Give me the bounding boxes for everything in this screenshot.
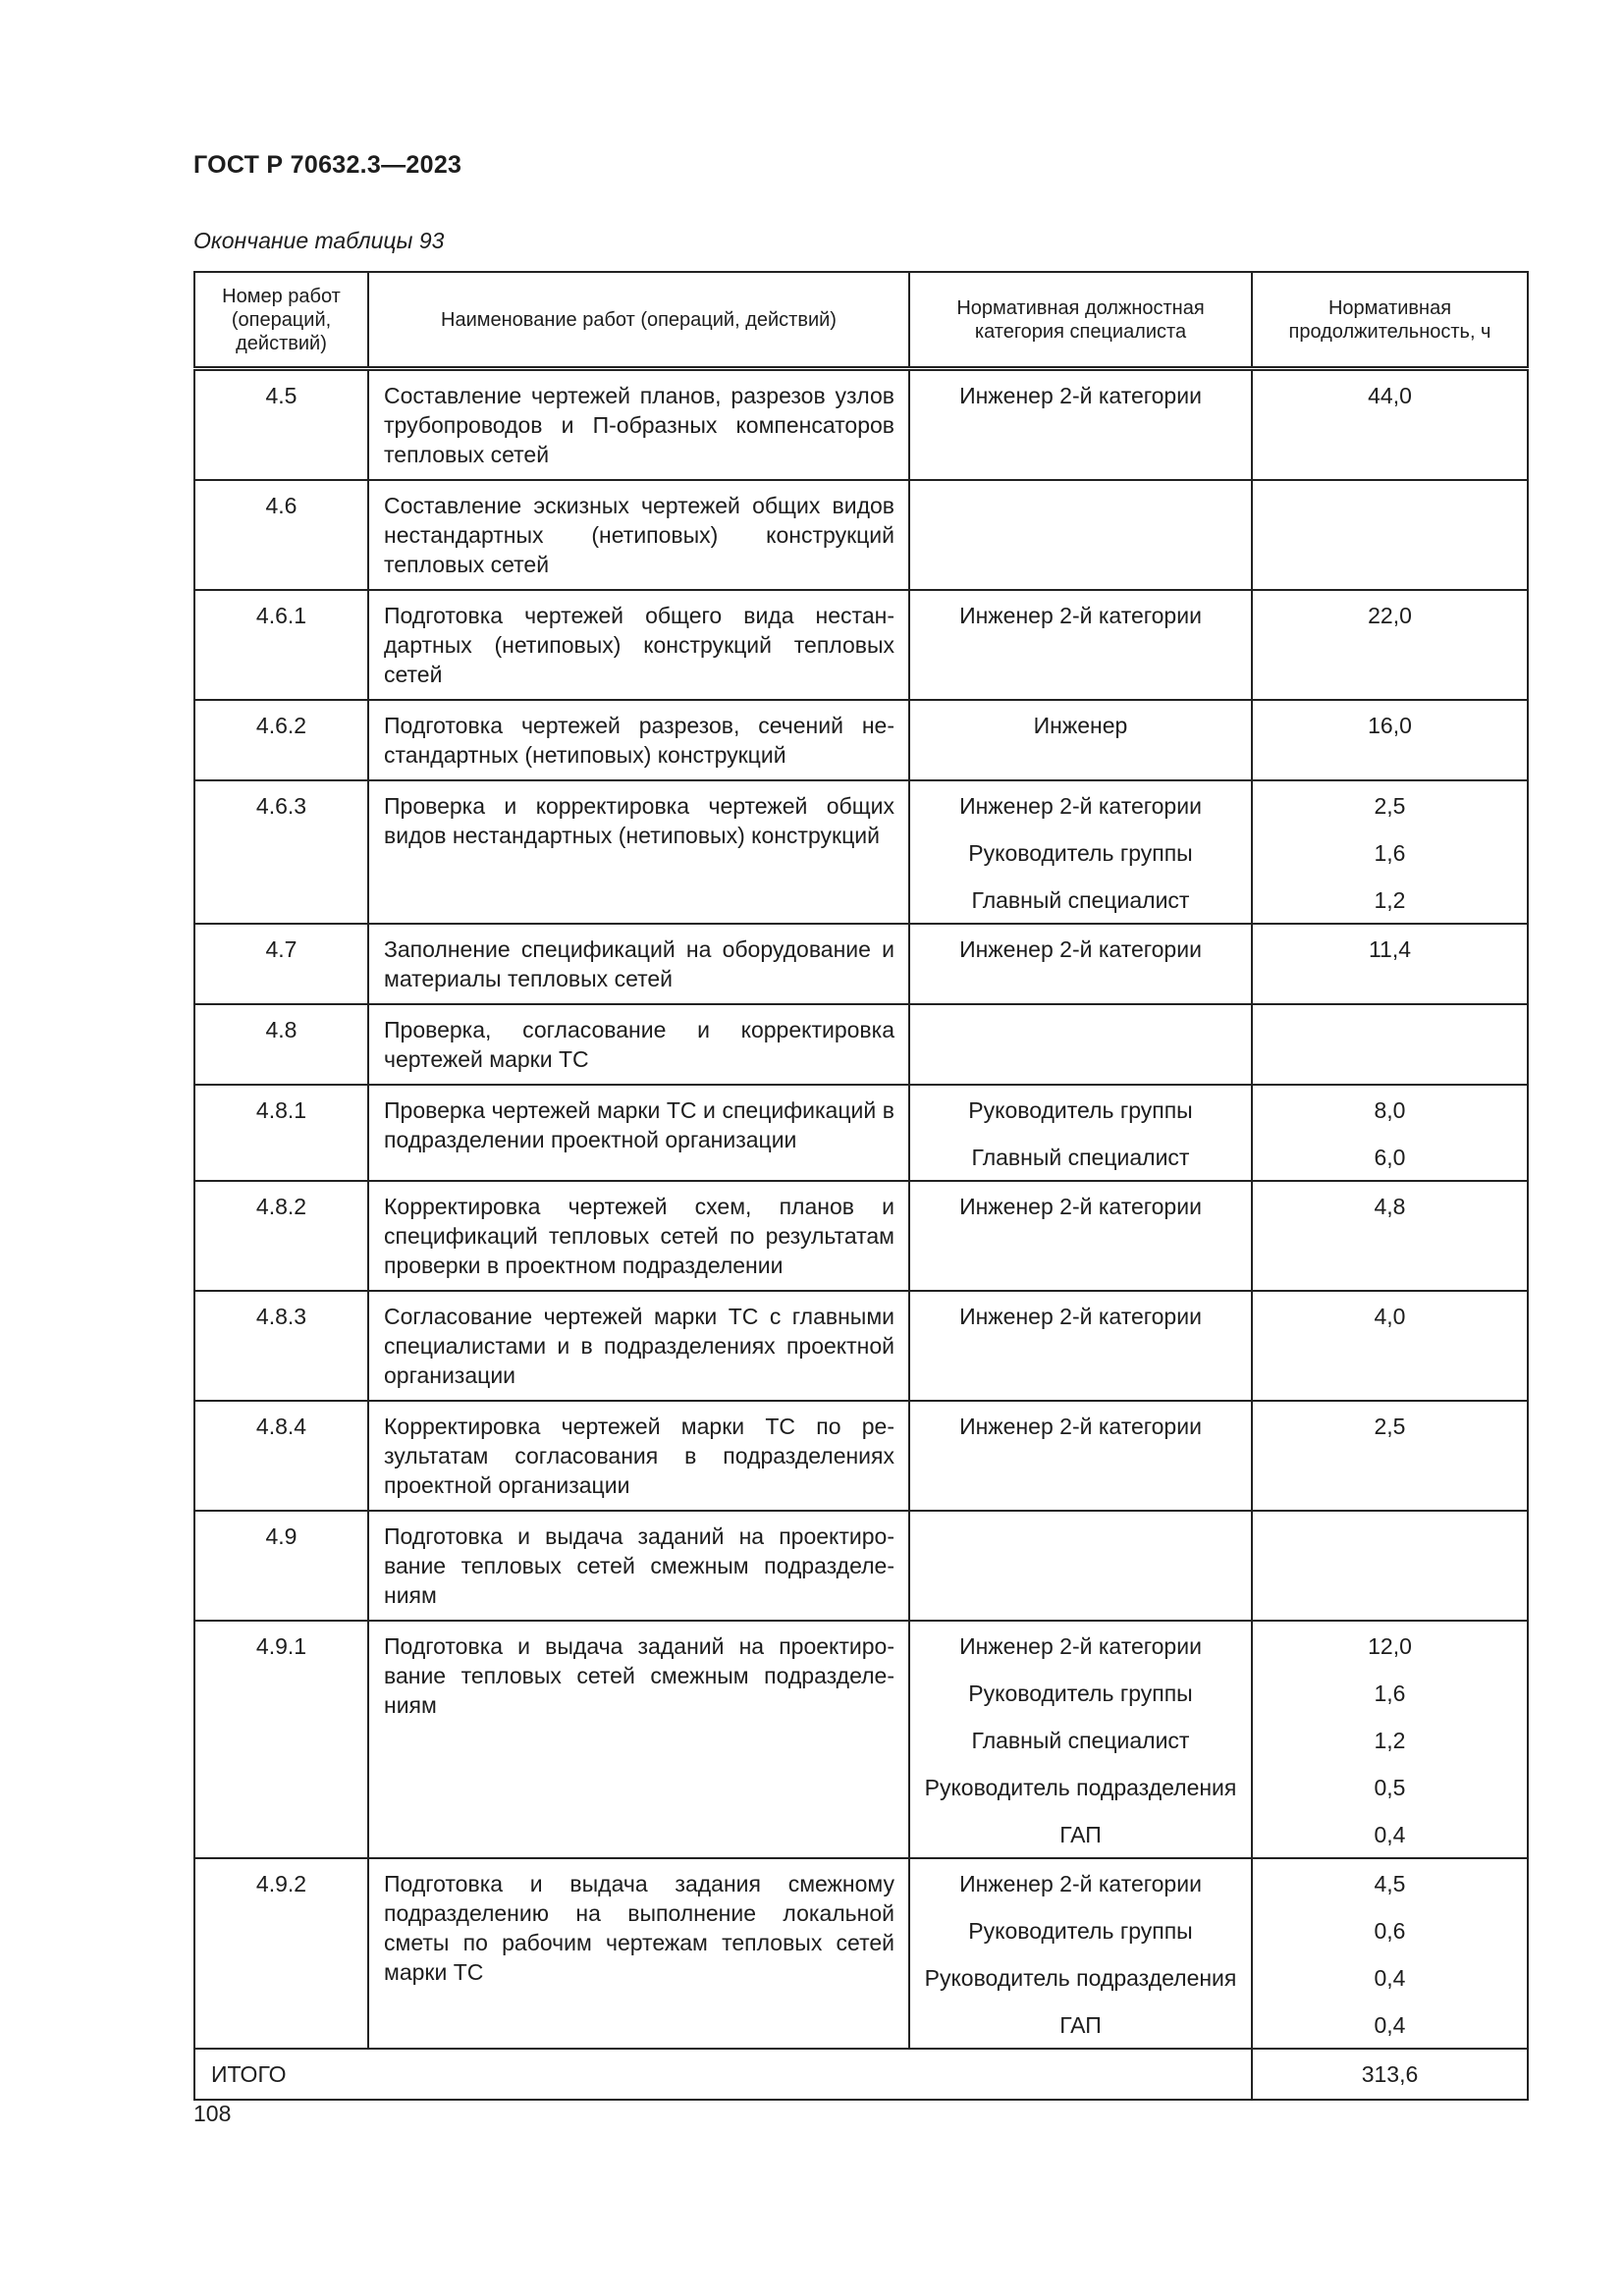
work-number: 4.8.2	[194, 1181, 368, 1291]
specialist-category: Руководитель подразделения	[924, 1965, 1237, 1991]
specialist-category: Руководитель группы	[968, 1681, 1193, 1706]
specialist-category: Инженер 2-й категории	[959, 1633, 1202, 1659]
specialist-category-cell	[909, 1004, 1252, 1085]
work-number: 4.6.2	[194, 700, 368, 780]
work-name: Проверка и корректировка чертежей общих видов нестандартных (нетиповых) конструкций	[368, 780, 909, 924]
norms-table	[193, 271, 1529, 2101]
specialist-category-cell	[909, 1858, 1252, 2049]
specialist-category: ГАП	[1059, 2012, 1102, 2038]
specialist-category: Инженер 2-й категории	[959, 1304, 1202, 1329]
table-body	[194, 369, 1528, 2050]
duration-cell	[1252, 1401, 1528, 1511]
specialist-category: Инженер 2-й категории	[959, 603, 1202, 628]
work-number: 4.5	[194, 369, 368, 481]
page-number: 108	[193, 2101, 232, 2126]
work-name: Составление эскизных чертежей общих видов нестандартных (нетиповых) конструкций тепловых сетей	[368, 480, 909, 590]
duration-cell	[1252, 700, 1528, 780]
duration-value: 0,6	[1374, 1918, 1406, 1944]
duration-value: 0,5	[1374, 1775, 1406, 1800]
work-name: Подготовка и выдача задания смежному подразделению на выполнение локальной сметы по рабочим чертежам тепловых сетей марки ТС	[368, 1858, 909, 2049]
specialist-category-cell	[909, 480, 1252, 590]
duration-value: 1,6	[1374, 1681, 1406, 1706]
work-number: 4.8.4	[194, 1401, 368, 1511]
document-code: ГОСТ Р 70632.3—2023	[193, 151, 462, 179]
column-header-number: Номер работ (операций, действий)	[194, 272, 368, 369]
specialist-category: Руководитель подразделения	[924, 1775, 1237, 1800]
duration-cell	[1252, 1085, 1528, 1181]
work-name: Составление чертежей планов, разрезов узлов трубопроводов и П-образных компенсаторов тепловых сетей	[368, 369, 909, 481]
duration-value: 0,4	[1374, 1822, 1406, 1847]
specialist-category: Главный специалист	[971, 1728, 1190, 1753]
duration-cell	[1252, 1621, 1528, 1858]
work-number: 4.8	[194, 1004, 368, 1085]
specialist-category-cell	[909, 1085, 1252, 1181]
specialist-category: Главный специалист	[971, 1145, 1190, 1170]
specialist-category: Инженер	[1033, 713, 1128, 738]
specialist-category: Руководитель группы	[968, 840, 1193, 866]
specialist-category: Инженер 2-й категории	[959, 383, 1202, 408]
table-row	[194, 1858, 1528, 2049]
duration-cell	[1252, 369, 1528, 481]
duration-cell	[1252, 1291, 1528, 1401]
duration-value: 16,0	[1368, 713, 1412, 738]
work-name: Подготовка и выдача заданий на проектирование тепловых сетей смежным подразделениям	[368, 1511, 909, 1621]
specialist-category: Инженер 2-й категории	[959, 936, 1202, 962]
duration-value: 0,4	[1374, 1965, 1406, 1991]
table-row	[194, 1401, 1528, 1511]
table-row	[194, 590, 1528, 700]
duration-value: 12,0	[1368, 1633, 1412, 1659]
duration-value: 8,0	[1374, 1097, 1406, 1123]
table-caption: Окончание таблицы 93	[193, 228, 445, 253]
table-row	[194, 700, 1528, 780]
duration-value: 4,0	[1374, 1304, 1406, 1329]
duration-value: 6,0	[1374, 1145, 1406, 1170]
duration-cell	[1252, 780, 1528, 924]
duration-cell	[1252, 1181, 1528, 1291]
table-header-row	[194, 272, 1528, 369]
work-name: Подготовка чертежей разрезов, сечений нестандартных (нетиповых) конструкций	[368, 700, 909, 780]
duration-value: 1,6	[1374, 840, 1406, 866]
work-number: 4.8.3	[194, 1291, 368, 1401]
specialist-category-cell	[909, 1511, 1252, 1621]
total-row	[194, 2049, 1528, 2100]
total-value: 313,6	[1252, 2049, 1528, 2100]
duration-value: 4,5	[1374, 1871, 1406, 1896]
work-name: Подготовка чертежей общего вида нестандартных (нетиповых) конструкций тепловых сетей	[368, 590, 909, 700]
duration-value: 11,4	[1368, 936, 1412, 962]
work-number: 4.8.1	[194, 1085, 368, 1181]
duration-cell	[1252, 480, 1528, 590]
work-name: Корректировка чертежей схем, планов и спецификаций тепловых сетей по результатам проверки в проектном подразделении	[368, 1181, 909, 1291]
specialist-category: Инженер 2-й категории	[959, 1871, 1202, 1896]
column-header-duration: Нормативная продолжительность, ч	[1252, 272, 1528, 369]
specialist-category-cell	[909, 1181, 1252, 1291]
work-name: Заполнение спецификаций на оборудование и материалы тепловых сетей	[368, 924, 909, 1004]
table-row	[194, 480, 1528, 590]
table-row	[194, 1004, 1528, 1085]
specialist-category: Инженер 2-й категории	[959, 793, 1202, 819]
specialist-category-cell	[909, 1621, 1252, 1858]
table-row	[194, 369, 1528, 481]
work-name: Проверка, согласование и корректировка чертежей марки ТС	[368, 1004, 909, 1085]
duration-value: 44,0	[1368, 383, 1412, 408]
column-header-category: Нормативная должностная категория специалиста	[909, 272, 1252, 369]
table-row	[194, 1511, 1528, 1621]
table-row	[194, 1621, 1528, 1858]
work-name: Подготовка и выдача заданий на проектирование тепловых сетей смежным подразделениям	[368, 1621, 909, 1858]
duration-value: 0,4	[1374, 2012, 1406, 2038]
work-number: 4.9.2	[194, 1858, 368, 2049]
table-row	[194, 1085, 1528, 1181]
specialist-category-cell	[909, 1291, 1252, 1401]
duration-cell	[1252, 1511, 1528, 1621]
work-number: 4.6.1	[194, 590, 368, 700]
specialist-category-cell	[909, 700, 1252, 780]
work-name: Проверка чертежей марки ТС и спецификаций в подразделении проектной организации	[368, 1085, 909, 1181]
specialist-category: Главный специалист	[971, 887, 1190, 913]
work-number: 4.7	[194, 924, 368, 1004]
duration-value: 1,2	[1374, 887, 1406, 913]
specialist-category-cell	[909, 590, 1252, 700]
table-row	[194, 1291, 1528, 1401]
specialist-category: Инженер 2-й категории	[959, 1194, 1202, 1219]
specialist-category: Руководитель группы	[968, 1918, 1193, 1944]
table-row	[194, 1181, 1528, 1291]
duration-cell	[1252, 590, 1528, 700]
work-name: Корректировка чертежей марки ТС по результатам согласования в подразделениях проектной организации	[368, 1401, 909, 1511]
work-number: 4.6	[194, 480, 368, 590]
work-number: 4.6.3	[194, 780, 368, 924]
specialist-category-cell	[909, 924, 1252, 1004]
work-name: Согласование чертежей марки ТС с главными специалистами и в подразделениях проектной организации	[368, 1291, 909, 1401]
duration-value: 4,8	[1374, 1194, 1406, 1219]
work-number: 4.9	[194, 1511, 368, 1621]
duration-value: 2,5	[1374, 793, 1406, 819]
specialist-category: Руководитель группы	[968, 1097, 1193, 1123]
duration-cell	[1252, 1858, 1528, 2049]
work-number: 4.9.1	[194, 1621, 368, 1858]
specialist-category: Инженер 2-й категории	[959, 1414, 1202, 1439]
duration-value: 22,0	[1368, 603, 1412, 628]
table-row	[194, 924, 1528, 1004]
duration-cell	[1252, 1004, 1528, 1085]
duration-cell	[1252, 924, 1528, 1004]
specialist-category: ГАП	[1059, 1822, 1102, 1847]
duration-value: 2,5	[1374, 1414, 1406, 1439]
table-row	[194, 780, 1528, 924]
specialist-category-cell	[909, 780, 1252, 924]
column-header-name: Наименование работ (операций, действий)	[368, 272, 909, 369]
specialist-category-cell	[909, 1401, 1252, 1511]
duration-value: 1,2	[1374, 1728, 1406, 1753]
total-label: ИТОГО	[194, 2049, 1252, 2100]
specialist-category-cell	[909, 369, 1252, 481]
